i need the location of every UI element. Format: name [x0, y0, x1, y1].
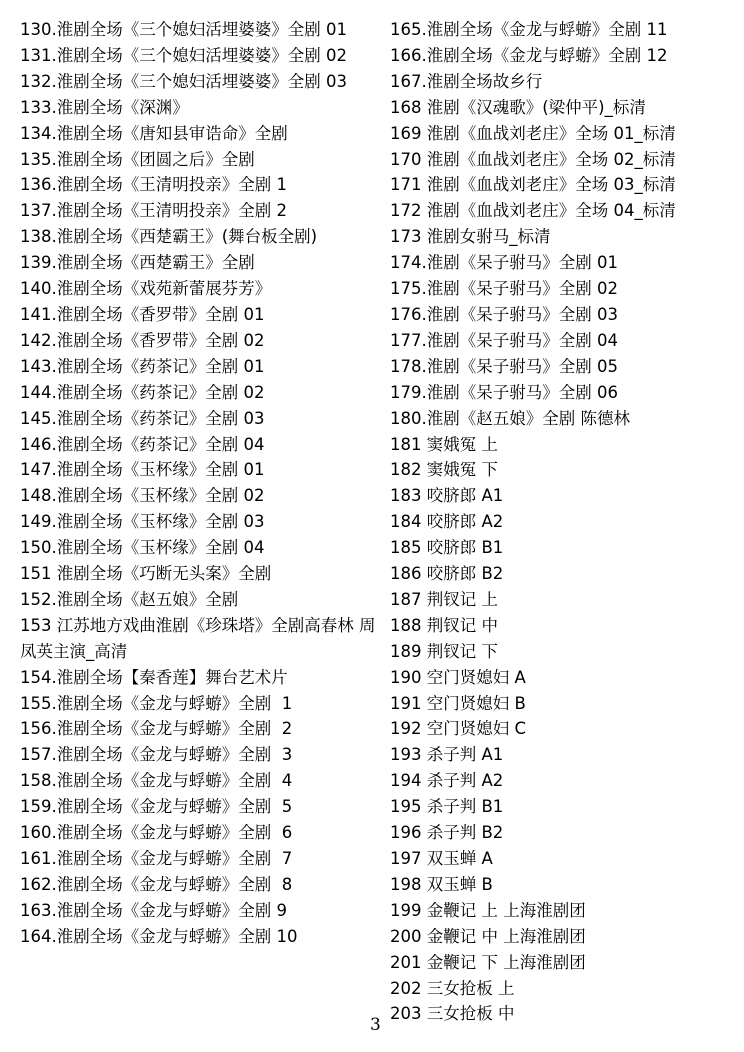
- list-item: 140.淮剧全场《戏苑新蕾展芬芳》: [20, 279, 272, 299]
- list-item: 182 窦娥冤 下: [390, 460, 498, 480]
- list-item: 187 荆钗记 上: [390, 589, 498, 609]
- list-item: 173 淮剧女驸马_标清: [390, 227, 551, 247]
- list-item: 154.淮剧全场【秦香莲】舞台艺术片: [20, 667, 288, 687]
- list-item: 157.淮剧全场《金龙与蜉蝣》全剧 3: [20, 745, 293, 765]
- page-number: 3: [370, 1015, 381, 1035]
- list-item: 158.淮剧全场《金龙与蜉蝣》全剧 4: [20, 771, 293, 791]
- list-item: 177.淮剧《呆子驸马》全剧 04: [390, 330, 618, 350]
- list-item: 163.淮剧全场《金龙与蜉蝣》全剧 9: [20, 900, 287, 920]
- list-item: 197 双玉蝉 A: [390, 849, 493, 868]
- list-item: 137.淮剧全场《王清明投亲》全剧 2: [20, 201, 287, 221]
- list-item: 143.淮剧全场《药茶记》全剧 01: [20, 356, 265, 376]
- list-item: 200 金鞭记 中 上海淮剧团: [390, 926, 586, 946]
- list-item: 165.淮剧全场《金龙与蜉蝣》全剧 11: [390, 20, 668, 39]
- list-item: 181 窦娥冤 上: [390, 434, 498, 454]
- list-item: 167.淮剧全场故乡行: [390, 71, 543, 91]
- list-item: 164.淮剧全场《金龙与蜉蝣》全剧 10: [20, 926, 298, 946]
- list-item: 170 淮剧《血战刘老庄》全场 02_标清: [390, 149, 676, 169]
- left-column: [20, 17, 382, 950]
- right-column: [390, 17, 740, 1027]
- list-item: 156.淮剧全场《金龙与蜉蝣》全剧 2: [20, 719, 293, 739]
- list-item: 171 淮剧《血战刘老庄》全场 03_标清: [390, 175, 676, 195]
- list-item: 175.淮剧《呆子驸马》全剧 02: [390, 279, 618, 299]
- list-item: 162.淮剧全场《金龙与蜉蝣》全剧 8: [20, 874, 293, 894]
- list-item: 136.淮剧全场《王清明投亲》全剧 1: [20, 175, 287, 195]
- list-item: 147.淮剧全场《玉杯缘》全剧 01: [20, 460, 265, 480]
- list-item: 134.淮剧全场《唐知县审诰命》全剧: [20, 123, 288, 143]
- list-item: 186 咬脐郎 B2: [390, 564, 504, 584]
- list-item: 190 空门贤媳妇 A: [390, 667, 526, 687]
- list-item: 195 杀子判 B1: [390, 797, 504, 817]
- list-item: 202 三女抢板 上: [390, 978, 515, 998]
- list-item: 184 咬脐郎 A2: [390, 512, 504, 532]
- list-item: 176.淮剧《呆子驸马》全剧 03: [390, 304, 618, 324]
- list-item: 153 江苏地方戏曲淮剧《珍珠塔》全剧高春林 周凤英主演_高清: [20, 615, 376, 661]
- list-item: 139.淮剧全场《西楚霸王》全剧: [20, 253, 255, 273]
- list-item: 133.淮剧全场《深渊》: [20, 97, 189, 117]
- list-item: 131.淮剧全场《三个媳妇活埋婆婆》全剧 02: [20, 45, 347, 65]
- list-item: 155.淮剧全场《金龙与蜉蝣》全剧 1: [20, 693, 293, 713]
- list-item: 145.淮剧全场《药茶记》全剧 03: [20, 408, 265, 428]
- list-item: 169 淮剧《血战刘老庄》全场 01_标清: [390, 123, 676, 143]
- list-item: 148.淮剧全场《玉杯缘》全剧 02: [20, 486, 265, 506]
- list-item: 188 荆钗记 中: [390, 615, 498, 635]
- list-item: 185 咬脐郎 B1: [390, 538, 504, 558]
- list-item: 135.淮剧全场《团圆之后》全剧: [20, 149, 255, 169]
- list-item: 192 空门贤媳妇 C: [390, 719, 527, 739]
- list-item: 178.淮剧《呆子驸马》全剧 05: [390, 356, 618, 376]
- list-item: 160.淮剧全场《金龙与蜉蝣》全剧 6: [20, 823, 293, 843]
- list-item: 130.淮剧全场《三个媳妇活埋婆婆》全剧 01: [20, 20, 347, 39]
- list-item: 152.淮剧全场《赵五娘》全剧: [20, 589, 239, 609]
- list-item: 199 金鞭记 上 上海淮剧团: [390, 900, 586, 920]
- list-item: 179.淮剧《呆子驸马》全剧 06: [390, 382, 618, 402]
- list-item: 196 杀子判 B2: [390, 823, 504, 843]
- list-item: 146.淮剧全场《药茶记》全剧 04: [20, 434, 265, 454]
- list-item: 138.淮剧全场《西楚霸王》(舞台板全剧): [20, 227, 318, 247]
- list-item: 168 淮剧《汉魂歌》(梁仲平)_标清: [390, 97, 646, 117]
- list-item: 142.淮剧全场《香罗带》全剧 02: [20, 330, 265, 350]
- list-item: 149.淮剧全场《玉杯缘》全剧 03: [20, 512, 265, 532]
- list-item: 150.淮剧全场《玉杯缘》全剧 04: [20, 538, 265, 558]
- list-item: 193 杀子判 A1: [390, 745, 504, 765]
- list-item: 201 金鞭记 下 上海淮剧团: [390, 952, 586, 972]
- list-item: 144.淮剧全场《药茶记》全剧 02: [20, 382, 265, 402]
- list-item: 180.淮剧《赵五娘》全剧 陈德林: [390, 408, 630, 428]
- list-item: 166.淮剧全场《金龙与蜉蝣》全剧 12: [390, 45, 668, 65]
- list-item: 203 三女抢板 中: [390, 1004, 515, 1024]
- list-item: 151 淮剧全场《巧断无头案》全剧: [20, 564, 272, 584]
- list-item: 183 咬脐郎 A1: [390, 486, 504, 506]
- list-item: 172 淮剧《血战刘老庄》全场 04_标清: [390, 201, 676, 221]
- list-item: 198 双玉蝉 B: [390, 874, 493, 894]
- list-item: 191 空门贤媳妇 B: [390, 693, 526, 713]
- list-item: 189 荆钗记 下: [390, 641, 498, 661]
- list-item: 159.淮剧全场《金龙与蜉蝣》全剧 5: [20, 797, 293, 817]
- list-item: 174.淮剧《呆子驸马》全剧 01: [390, 253, 618, 273]
- list-item: 132.淮剧全场《三个媳妇活埋婆婆》全剧 03: [20, 71, 347, 91]
- list-item: 161.淮剧全场《金龙与蜉蝣》全剧 7: [20, 849, 293, 868]
- list-item: 141.淮剧全场《香罗带》全剧 01: [20, 304, 265, 324]
- list-item: 194 杀子判 A2: [390, 771, 504, 791]
